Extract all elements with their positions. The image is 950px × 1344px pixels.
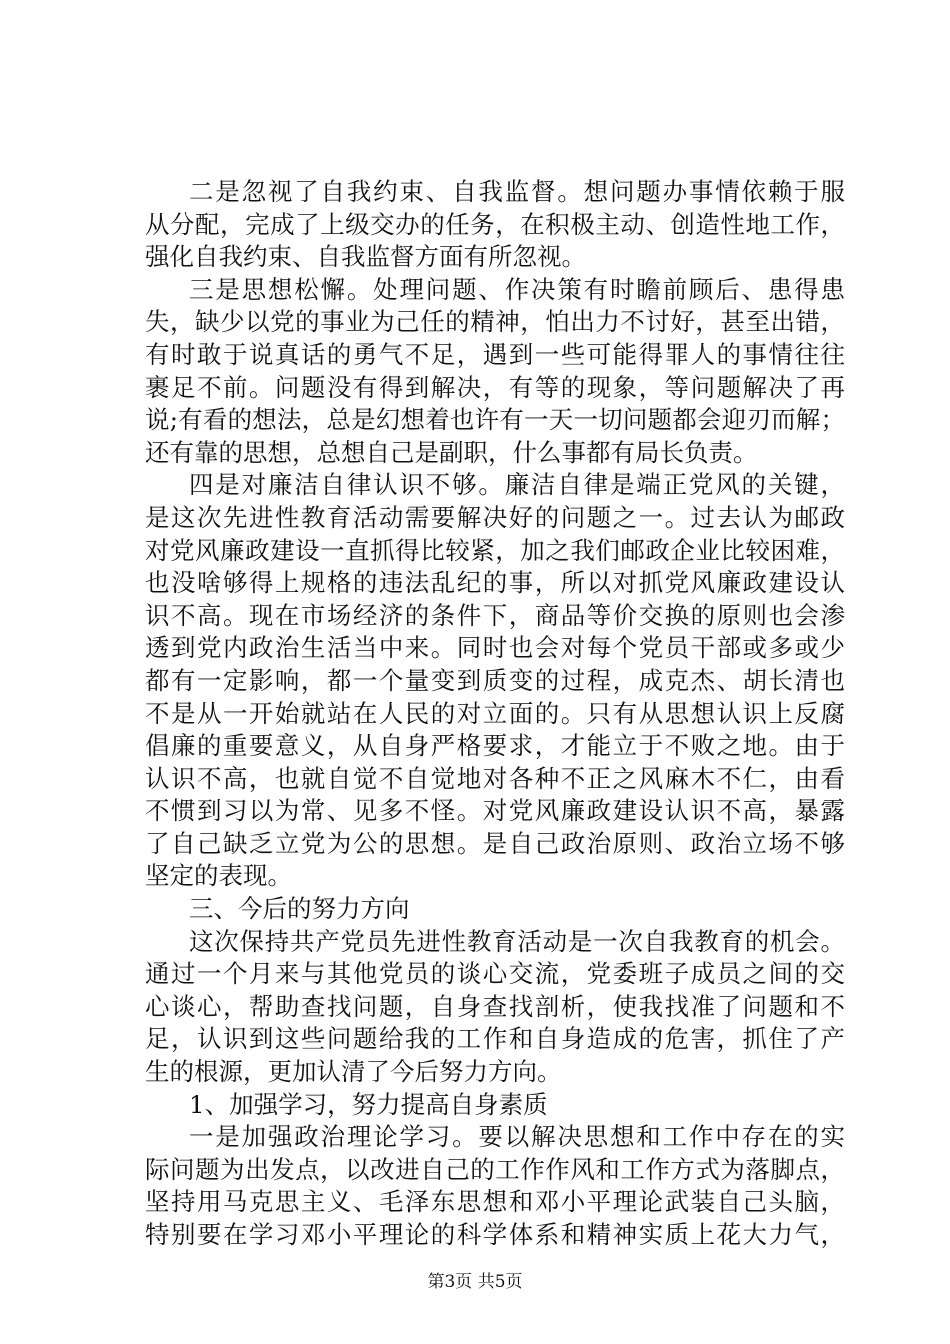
text-line: 三是思想松懈。处理问题、作决策有时瞻前顾后、患得患	[189, 274, 845, 304]
text-line: 从分配，完成了上级交办的任务，在积极主动、创造性地工作，	[145, 209, 845, 239]
text-line: 足，认识到这些问题给我的工作和自身造成的危害，抓住了产	[145, 1024, 845, 1054]
text-line: 失，缺少以党的事业为己任的精神，怕出力不讨好，甚至出错，	[145, 307, 845, 337]
text-line: 对党风廉政建设一直抓得比较紧，加之我们邮政企业比较困难，	[145, 535, 845, 565]
text-line: 透到党内政治生活当中来。同时也会对每个党员干部或多或少	[145, 633, 845, 663]
text-line: 识不高。现在市场经济的条件下，商品等价交换的原则也会渗	[145, 600, 845, 630]
text-line: 这次保持共产党员先进性教育活动是一次自我教育的机会。	[189, 926, 845, 956]
text-line: 强化自我约束、自我监督方面有所忽视。	[145, 242, 586, 272]
text-line: 际问题为出发点，以改进自己的工作作风和工作方式为落脚点，	[145, 1154, 845, 1184]
text-line: 还有靠的思想，总想自己是副职，什么事都有局长负责。	[145, 437, 758, 467]
page-footer: 第3页 共5页	[427, 1272, 523, 1292]
text-line: 是这次先进性教育活动需要解决好的问题之一。过去认为邮政	[145, 502, 845, 532]
text-line: 生的根源，更加认清了今后努力方向。	[145, 1057, 562, 1087]
text-line: 认识不高，也就自觉不自觉地对各种不正之风麻木不仁，由看	[145, 763, 845, 793]
document-body	[145, 176, 845, 1252]
text-line: 四是对廉洁自律认识不够。廉洁自律是端正党风的关键，	[189, 470, 845, 500]
text-line: 有时敢于说真话的勇气不足，遇到一些可能得罪人的事情往往	[145, 339, 845, 369]
text-line: 一是加强政治理论学习。要以解决思想和工作中存在的实	[189, 1122, 845, 1152]
text-line: 1、加强学习，努力提高自身素质	[189, 1089, 548, 1119]
text-line: 二是忽视了自我约束、自我监督。想问题办事情依赖于服	[189, 177, 845, 206]
text-line: 特别要在学习邓小平理论的科学体系和精神实质上花大力气，	[145, 1220, 845, 1249]
text-line: 不惯到习以为常、见多不怪。对党风廉政建设认识不高，暴露	[145, 796, 845, 826]
text-line: 倡廉的重要意义，从自身严格要求，才能立于不败之地。由于	[145, 731, 845, 761]
text-line: 坚定的表现。	[145, 861, 292, 891]
text-line: 坚持用马克思主义、毛泽东思想和邓小平理论武装自己头脑，	[145, 1187, 845, 1217]
text-line: 说;有看的想法，总是幻想着也许有一天一切问题都会迎刃而解；	[145, 405, 845, 435]
text-line: 通过一个月来与其他党员的谈心交流，党委班子成员之间的交	[145, 959, 845, 989]
text-line: 也没啥够得上规格的违法乱纪的事，所以对抓党风廉政建设认	[145, 568, 845, 598]
text-line: 三、今后的努力方向	[189, 894, 410, 924]
text-line: 都有一定影响，都一个量变到质变的过程，成克杰、胡长清也	[145, 665, 845, 695]
text-line: 不是从一开始就站在人民的对立面的。只有从思想认识上反腐	[145, 698, 845, 728]
text-line: 了自己缺乏立党为公的思想。是自己政治原则、政治立场不够	[145, 828, 845, 858]
text-line: 裹足不前。问题没有得到解决，有等的现象，等问题解决了再	[145, 372, 845, 402]
text-line: 心谈心，帮助查找问题，自身查找剖析，使我找准了问题和不	[145, 991, 845, 1021]
